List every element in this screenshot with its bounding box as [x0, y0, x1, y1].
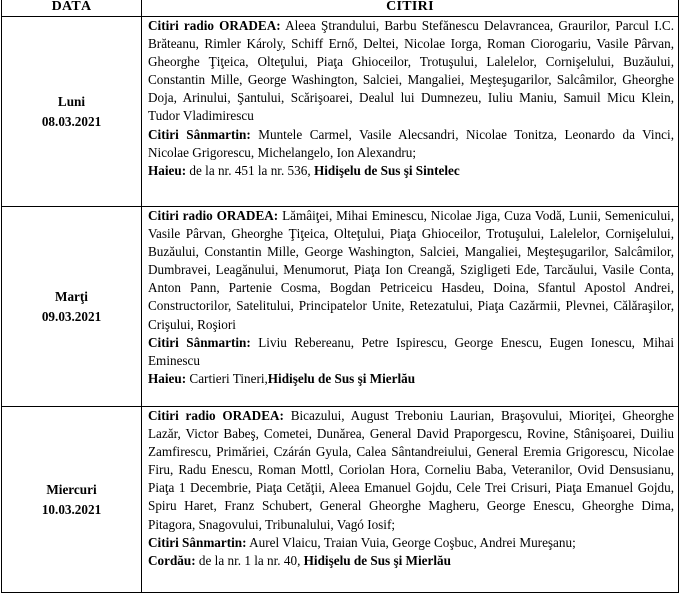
radio-label: Citiri radio ORADEA:	[148, 208, 279, 223]
table-row	[2, 407, 679, 593]
sanmartin-label: Citiri Sânmartin:	[148, 534, 247, 550]
header-date: DATĂ	[2, 0, 142, 17]
date-cell	[2, 207, 142, 407]
radio-label: Citiri radio ORADEA:	[148, 18, 281, 33]
locality-villages: Hidişelu de Sus şi Mierlău	[267, 370, 416, 386]
radio-streets: Aleea Ştrandului, Barbu Stefănescu Delavrancea, Graurilor, Parcul I.C. Brăteanu, Rimler Károly, Schiff Ernő, Deltei, Nicolae Iorga, Roman Ciorogariu, Vasile Pârvan, Gheorghe Ţiţeica, Olteţului, Piaţa Ghioceilor, Trotuşului, Lalelelor, Cornişelului, Buzăului, Constantin Mille, George Washington, Salciei, Mangaliei, Meşteşugarilor, Salcâmilor, Gheorghe Doja, Arinului, Şantului, Scărişoarei, Dealul lui Dumnezeu, Iuliu Maniu, Samuil Micu Klein, Tudor Vladimirescu	[148, 18, 674, 124]
radio-section	[148, 207, 674, 334]
table-row	[2, 207, 679, 407]
day-name: Luni	[57, 93, 86, 109]
day-date: 08.03.2021	[41, 113, 102, 129]
locality-range: Cartieri Tineri,	[186, 370, 268, 386]
radio-streets: Lămâiţei, Mihai Eminescu, Nicolae Jiga, Cuza Vodă, Lunii, Semenicului, Vasile Pârvan, Gheorghe Ţiţeica, Olteţului, Piaţa Ghioceilor, Trotuşului, Lalelelor, Cornişelului, Buzăului, Constantin Mille, George Washington, Salciei, Mangaliei, Meşteşugarilor, Salcâmilor, Dumbravei, Leagănului, Menumorut, Piaţa Ion Creangă, Szigligeti Ede, Tarcăului, Vasile Conta, Anton Pann, Partenie Cosma, Bogdan Petriceicu Hasdeu, Doina, Sfantul Apostol Andrei, Constructorilor, Satelitului, Principatelor Unite, Retezatului, Piaţa Cazărmii, Plevnei, Călăraşilor, Crişului, Roşiori	[148, 208, 674, 332]
sanmartin-section	[148, 534, 674, 552]
header-row	[2, 0, 679, 17]
radio-section	[148, 407, 674, 534]
day-date: 09.03.2021	[41, 308, 102, 324]
locality-range: de la nr. 451 la nr. 536,	[186, 162, 314, 178]
sanmartin-streets: Aurel Vlaicu, Traian Vuia, George Coşbuc, Andrei Mureşanu;	[246, 534, 576, 550]
sanmartin-streets: Muntele Carmel, Vasile Alecsandri, Nicolae Tonitza, Leonardo da Vinci, Nicolae Grigorescu, Michelangelo, Ion Alexandru;	[148, 126, 674, 160]
sanmartin-label: Citiri Sânmartin:	[148, 126, 251, 142]
radio-label: Citiri radio ORADEA:	[148, 408, 284, 423]
day-name: Miercuri	[46, 481, 97, 497]
locality-section	[148, 552, 674, 570]
sanmartin-section	[148, 334, 674, 370]
readings-cell	[142, 207, 679, 407]
header-citiri: CITIRI	[142, 0, 679, 17]
sanmartin-section	[148, 126, 674, 162]
readings-cell	[142, 17, 679, 207]
locality-range: de la nr. 1 la nr. 40,	[195, 552, 304, 568]
locality-label: Haieu:	[148, 162, 187, 178]
date-cell	[2, 17, 142, 207]
date-cell	[2, 407, 142, 593]
locality-label: Haieu:	[148, 370, 187, 386]
schedule-table	[1, 0, 679, 593]
locality-villages: Hidişelu de Sus şi Sintelec	[313, 162, 460, 178]
radio-streets: Bicazului, August Treboniu Laurian, Braşovului, Mioriţei, Gheorghe Lazăr, Victor Babeş, Cometei, Dunărea, General David Praporgescu, Rovine, Stânişoarei, Duiliu Zamfirescu, Primăriei, Czárán Gyula, Calea Sântandreiului, General Eremia Grigorescu, Nicolae Firu, Radu Enescu, Roman Mottl, Coriolan Hora, Corneliu Baba, Veteranilor, Ovid Densusianu, Piaţa 1 Decembrie, Piaţa Cetăţii, Aleea Emanuel Gojdu, Cele Trei Crisuri, Piaţa Emanuel Gojdu, Spiru Haret, Franz Schubert, General Gheorghe Magheru, George Enescu, Gheorghe Dima, Pitagora, Snagovului, Tribunalului, Vagó Iosif;	[148, 408, 675, 532]
readings-cell	[142, 407, 679, 593]
locality-section	[148, 162, 674, 180]
day-name: Marţi	[55, 288, 88, 304]
sanmartin-label: Citiri Sânmartin:	[148, 334, 251, 350]
locality-villages: Hidişelu de Sus şi Mierlău	[303, 552, 451, 568]
radio-section	[148, 17, 674, 126]
locality-section	[148, 370, 674, 388]
day-date: 10.03.2021	[41, 501, 102, 517]
sanmartin-streets: Liviu Rebereanu, Petre Ispirescu, George Enescu, Eugen Ionescu, Mihai Eminescu	[148, 334, 674, 368]
locality-label: Cordău:	[148, 552, 196, 568]
table-row	[2, 17, 679, 207]
